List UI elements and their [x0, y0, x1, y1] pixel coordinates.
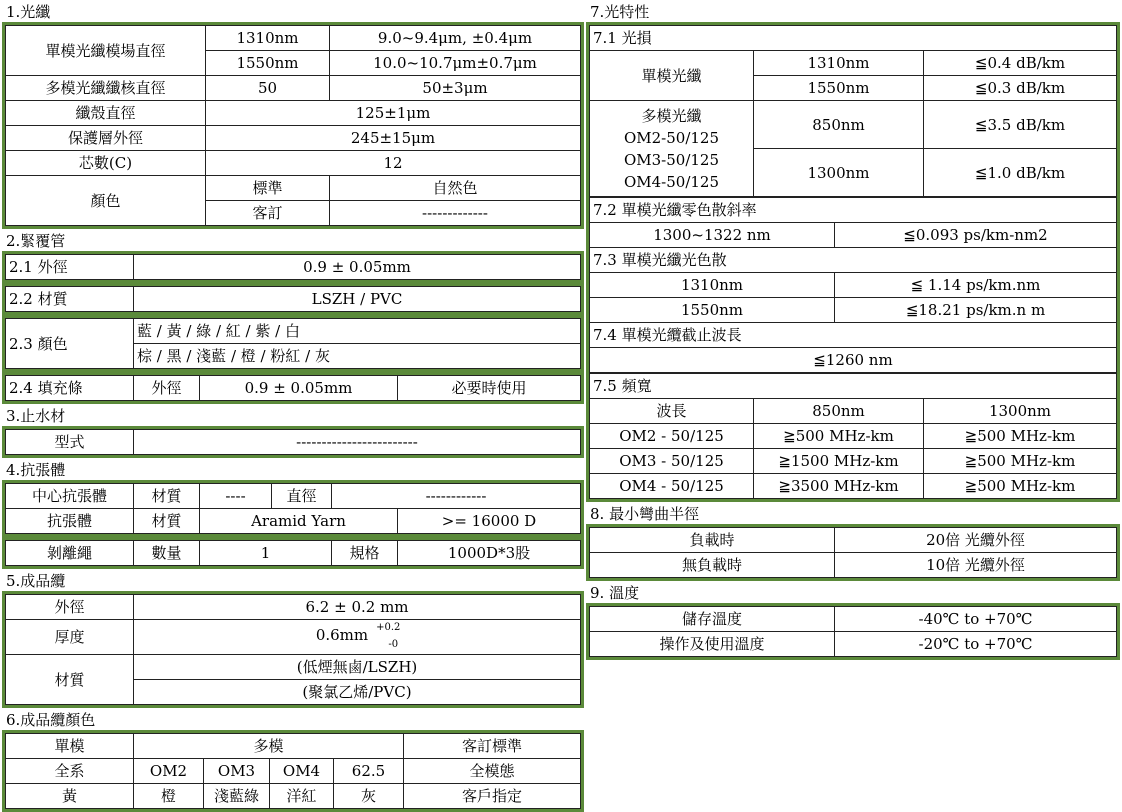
mm-core-b: 50±3μm [330, 76, 581, 101]
zero-dispersion-value: ≦0.093 ps/km-nm2 [835, 223, 1117, 248]
cable-type-cell: 62.5 [334, 759, 404, 784]
buffer-od-label: 2.1 外徑 [6, 255, 134, 280]
wavelength-cell: 1310nm [206, 26, 330, 51]
bandwidth-value: ≧500 MHz-km [924, 449, 1117, 474]
cable-color-cell: 黃 [6, 784, 134, 809]
cable-color-cell: 客戶指定 [404, 784, 581, 809]
mm-fiber-type: OM4-50/125 [623, 172, 720, 191]
buffer-colors-row-1: 藍 / 黃 / 綠 / 紅 / 紫 / 白 [134, 319, 581, 344]
jacket-od-label: 外徑 [6, 595, 134, 620]
bandwidth-fiber: OM2 - 50/125 [590, 424, 754, 449]
water-block-box [2, 426, 584, 458]
filler-od-label: 外徑 [134, 376, 200, 401]
buffer-od-box [2, 251, 584, 283]
ripcord-quantity: 1 [200, 541, 332, 566]
spec-label: 規格 [332, 541, 398, 566]
bandwidth-header: 波長 [590, 399, 754, 424]
fiber-count-value: 12 [206, 151, 581, 176]
section-8-title: 8. 最小彎曲半徑 [590, 505, 700, 523]
section-7-title: 7.光特性 [590, 3, 650, 21]
ripcord-label: 剝離繩 [6, 541, 134, 566]
coating-label: 保護層外徑 [6, 126, 206, 151]
cable-color-box [2, 730, 584, 812]
dispersion-value: ≦ 1.14 ps/km.nm [835, 273, 1117, 298]
bend-radius-value: 10倍 光纜外徑 [835, 553, 1117, 578]
right-column [586, 0, 1120, 660]
bandwidth-fiber: OM3 - 50/125 [590, 449, 754, 474]
bandwidth-value: ≧500 MHz-km [924, 424, 1117, 449]
jacket-material-2: (聚氯乙烯/PVC) [134, 680, 581, 705]
attenuation-value: ≦0.4 dB/km [924, 51, 1117, 76]
section-2-title: 2.緊覆管 [6, 232, 66, 250]
header-multi-mode: 多模 [134, 734, 404, 759]
mm-fiber-label: 多模光纖 [641, 106, 702, 125]
sm-fiber-label: 單模光纖 [590, 51, 754, 101]
bend-condition: 負載時 [590, 528, 835, 553]
material-label: 材質 [134, 484, 200, 509]
strength-material-value: Aramid Yarn [200, 509, 398, 534]
dispersion-value: ≦18.21 ps/km.n m [835, 298, 1117, 323]
value-cell: 9.0~9.4μm, ±0.4μm [330, 26, 581, 51]
strength-spec-value: >= 16000 D [398, 509, 581, 534]
wavelength-cell: 850nm [754, 101, 924, 149]
wavelength-cell: 1550nm [206, 51, 330, 76]
wavelength-cell: 1300nm [754, 149, 924, 197]
bandwidth-value: ≧500 MHz-km [754, 424, 924, 449]
section-4-title: 4.抗張體 [6, 461, 66, 479]
bend-radius-box [586, 524, 1120, 581]
temperature-label: 儲存溫度 [590, 607, 835, 632]
wavelength-cell: 1310nm [754, 51, 924, 76]
cable-type-cell: 全模態 [404, 759, 581, 784]
section-9-title: 9. 溫度 [590, 584, 640, 602]
wavelength-cell: 1550nm [754, 76, 924, 101]
coating-value: 245±15μm [206, 126, 581, 151]
bandwidth-header: 850nm [754, 399, 924, 424]
water-block-type-label: 型式 [6, 430, 134, 455]
cable-type-cell: OM3 [204, 759, 270, 784]
cladding-label: 纖殼直徑 [6, 101, 206, 126]
jacket-thickness-value: 0.6mm [315, 626, 369, 644]
thickness-plus-tolerance: +0.2 [376, 622, 401, 633]
buffer-material-label: 2.2 材質 [6, 287, 134, 312]
cable-type-cell: 全系 [6, 759, 134, 784]
color-value-cell: ------------- [330, 201, 581, 226]
temperature-value: -40℃ to +70℃ [835, 607, 1117, 632]
central-member-label: 中心抗張體 [6, 484, 134, 509]
filler-box [2, 372, 584, 404]
material-label: 材質 [134, 509, 200, 534]
jacket-thickness-label: 厚度 [6, 620, 134, 655]
cutoff-title: 7.4 單模光纜截止波長 [590, 323, 1117, 348]
attenuation-value: ≦1.0 dB/km [924, 149, 1117, 197]
header-single-mode: 單模 [6, 734, 134, 759]
bend-radius-value: 20倍 光纜外徑 [835, 528, 1117, 553]
cable-color-cell: 洋紅 [270, 784, 334, 809]
buffer-od-value: 0.9 ± 0.05mm [134, 255, 581, 280]
zero-dispersion-title: 7.2 單模光纖零色散斜率 [590, 198, 1117, 223]
strength-member-box [2, 480, 584, 537]
jacket-box [2, 591, 584, 708]
ripcord-box [2, 537, 584, 569]
bandwidth-header: 1300nm [924, 399, 1117, 424]
fiber-spec-table [2, 22, 584, 229]
buffer-material-value: LSZH / PVC [134, 287, 581, 312]
zero-dispersion-range: 1300~1322 nm [590, 223, 835, 248]
attenuation-value: ≦3.5 dB/km [924, 101, 1117, 149]
filler-od-value: 0.9 ± 0.05mm [200, 376, 398, 401]
cable-type-cell: OM2 [134, 759, 204, 784]
optical-box [586, 22, 1120, 502]
cladding-value: 125±1μm [206, 101, 581, 126]
attenuation-value: ≦0.3 dB/km [924, 76, 1117, 101]
buffer-color-box [2, 315, 584, 372]
buffer-color-label: 2.3 顏色 [6, 319, 134, 369]
filler-label: 2.4 填充條 [6, 376, 134, 401]
diameter-label: 直徑 [272, 484, 332, 509]
filler-note: 必要時使用 [398, 376, 581, 401]
cable-type-cell: OM4 [270, 759, 334, 784]
buffer-material-box [2, 283, 584, 315]
section-6-title: 6.成品纜顏色 [6, 711, 96, 729]
wavelength-cell: 1310nm [590, 273, 835, 298]
bandwidth-fiber: OM4 - 50/125 [590, 474, 754, 499]
temperature-box [586, 603, 1120, 660]
cable-color-cell: 橙 [134, 784, 204, 809]
bandwidth-value: ≧3500 MHz-km [754, 474, 924, 499]
cutoff-value: ≦1260 nm [590, 348, 1117, 373]
water-block-type-value: ------------------------ [134, 430, 581, 455]
section-1-title: 1.光纖 [6, 3, 51, 21]
jacket-material-1: (低煙無鹵/LSZH) [134, 655, 581, 680]
bandwidth-title: 7.5 頻寬 [590, 374, 1117, 399]
color-type-cell: 客訂 [206, 201, 330, 226]
fiber-count-label: 芯數(C) [6, 151, 206, 176]
section-5-title: 5.成品纜 [6, 572, 66, 590]
sm-mode-field-label: 單模光纖模場直徑 [6, 26, 206, 76]
ripcord-spec: 1000D*3股 [398, 541, 581, 566]
cable-color-cell: 淺藍綠 [204, 784, 270, 809]
strength-member-label: 抗張體 [6, 509, 134, 534]
left-column [2, 0, 584, 812]
temperature-value: -20℃ to +70℃ [835, 632, 1117, 657]
jacket-od-value: 6.2 ± 0.2 mm [134, 595, 581, 620]
jacket-thickness-cell [134, 620, 581, 655]
mm-fiber-type: OM3-50/125 [623, 150, 720, 169]
temperature-label: 操作及使用溫度 [590, 632, 835, 657]
dispersion-title: 7.3 單模光纖光色散 [590, 248, 1117, 273]
quantity-label: 數量 [134, 541, 200, 566]
value-cell: 10.0~10.7μm±0.7μm [330, 51, 581, 76]
mm-fiber-type: OM2-50/125 [623, 128, 720, 147]
cable-color-cell: 灰 [334, 784, 404, 809]
wavelength-cell: 1550nm [590, 298, 835, 323]
fiber-color-label: 顏色 [6, 176, 206, 226]
central-material-value: ---- [200, 484, 272, 509]
jacket-material-label: 材質 [6, 655, 134, 705]
color-value-cell: 自然色 [330, 176, 581, 201]
bandwidth-value: ≧500 MHz-km [924, 474, 1117, 499]
header-custom: 客訂標準 [404, 734, 581, 759]
mm-fiber-label-cell [590, 101, 754, 197]
section-3-title: 3.止水材 [6, 407, 66, 425]
bandwidth-value: ≧1500 MHz-km [754, 449, 924, 474]
mm-core-a: 50 [206, 76, 330, 101]
buffer-colors-row-2: 棕 / 黑 / 淺藍 / 橙 / 粉紅 / 灰 [134, 344, 581, 369]
thickness-minus-tolerance: -0 [388, 639, 399, 650]
mm-core-label: 多模光纖纖核直徑 [6, 76, 206, 101]
bend-condition: 無負載時 [590, 553, 835, 578]
attenuation-title: 7.1 光損 [590, 26, 1117, 51]
color-type-cell: 標準 [206, 176, 330, 201]
central-diameter-value: ------------ [332, 484, 581, 509]
